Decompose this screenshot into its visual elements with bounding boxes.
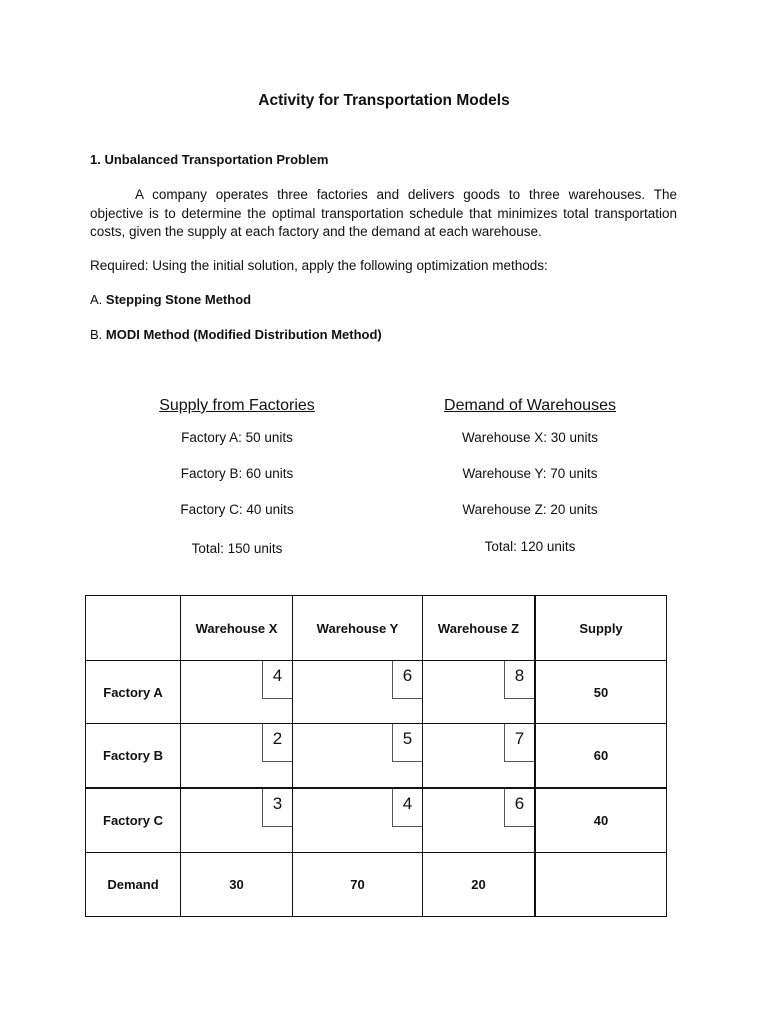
supply-total: Total: 150 units: [191, 541, 283, 556]
cost-value: 3: [262, 789, 292, 827]
cost-value: 6: [392, 661, 422, 699]
row-label-factory-a: Factory A: [103, 684, 163, 700]
method-label: Stepping Stone Method: [105, 292, 252, 307]
cost-value: 4: [392, 789, 422, 827]
cost-cell: [293, 724, 422, 787]
document-title: Activity for Transportation Models: [258, 92, 510, 109]
supply-value: 50: [593, 684, 609, 700]
transportation-table: [85, 595, 667, 917]
empty-cell: [536, 853, 666, 916]
method-label: MODI Method (Modified Distribution Method): [105, 327, 382, 342]
cost-cell: [423, 789, 534, 852]
header-warehouse-y: Warehouse Y: [316, 620, 399, 636]
cost-cell: [181, 661, 292, 723]
cost-value: 4: [262, 661, 292, 699]
cost-value: 5: [392, 724, 422, 762]
row-label-factory-c: Factory C: [103, 813, 163, 828]
cost-value: 8: [504, 661, 534, 699]
demand-total: Total: 120 units: [484, 539, 576, 554]
header-supply: Supply: [579, 620, 623, 636]
row-label-demand: Demand: [107, 877, 159, 892]
demand-heading: Demand of Warehouses: [444, 397, 616, 414]
supply-line: Factory C: 40 units: [180, 502, 294, 517]
demand-line: Warehouse Z: 20 units: [462, 502, 598, 517]
cost-cell: [293, 661, 422, 723]
cost-value: 7: [504, 724, 534, 762]
method-prefix: B.: [90, 327, 103, 342]
header-warehouse-z: Warehouse Z: [437, 620, 520, 636]
supply-line: Factory B: 60 units: [180, 466, 294, 481]
demand-value: 30: [229, 877, 244, 892]
demand-value: 20: [471, 877, 486, 892]
cost-cell: [181, 724, 292, 787]
row-label-factory-b: Factory B: [103, 748, 163, 763]
supply-line: Factory A: 50 units: [181, 430, 293, 445]
cost-cell: [181, 789, 292, 852]
header-warehouse-x: Warehouse X: [195, 620, 278, 636]
demand-line: Warehouse Y: 70 units: [462, 466, 598, 481]
required-instruction: Required: Using the initial solution, apply the following optimization methods:: [90, 258, 548, 273]
method-stepping-stone: [90, 292, 251, 307]
method-modi: [90, 327, 382, 342]
problem-description: A company operates three factories and delivers goods to three warehouses. The objective is to determine the optimal transportation schedule that minimizes total transportation costs, given the supply at each factory and the demand at each warehouse.: [90, 187, 677, 239]
section-heading: 1. Unbalanced Transportation Problem: [90, 152, 329, 167]
supply-value: 60: [593, 748, 609, 763]
cost-cell: [423, 724, 534, 787]
supply-heading: Supply from Factories: [159, 397, 315, 414]
supply-value: 40: [593, 813, 609, 828]
demand-value: 70: [350, 877, 365, 892]
cost-value: 2: [262, 724, 292, 762]
method-prefix: A.: [90, 292, 103, 307]
demand-line: Warehouse X: 30 units: [461, 430, 599, 445]
cost-cell: [423, 661, 534, 723]
cost-cell: [293, 789, 422, 852]
cost-value: 6: [504, 789, 534, 827]
